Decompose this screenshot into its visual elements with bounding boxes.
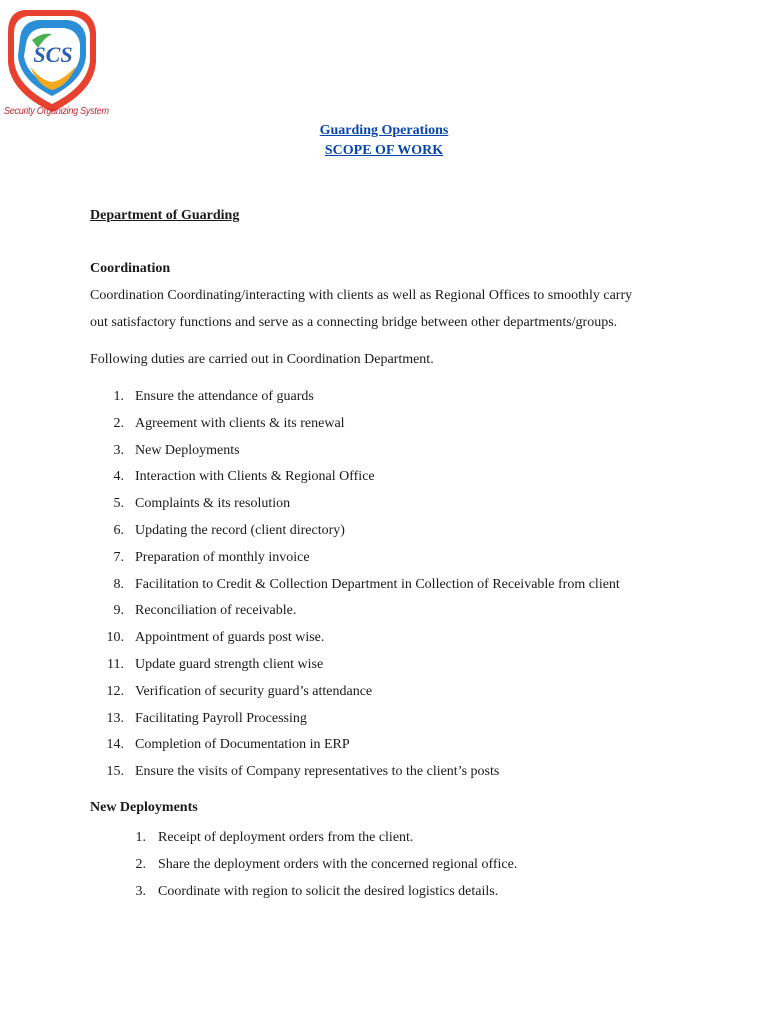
department-heading: Department of Guarding (90, 208, 240, 223)
list-item-number: 8. (113, 576, 124, 592)
list-item-text: Appointment of guards post wise. (135, 630, 325, 646)
list-item-text: Update guard strength client wise (135, 656, 324, 672)
list-item-number: 5. (113, 496, 124, 512)
list-item-number: 1. (135, 830, 146, 845)
list-item-number: 3. (135, 883, 146, 899)
shield-logo-icon (2, 4, 114, 120)
list-item-number: 6. (113, 522, 124, 538)
list-item-text: Verification of security guard’s attendance (135, 683, 373, 699)
document-subtitle: SCOPE OF WORK (324, 143, 444, 158)
list-item-text: Coordinate with region to solicit the desired logistics details. (158, 883, 499, 899)
list-item-number: 2. (113, 415, 124, 431)
coordination-description-line-2: out satisfactory functions and serve as a connecting bridge between other departments/groups. (90, 315, 618, 330)
duties-intro: Following duties are carried out in Coordination Department. (90, 352, 434, 367)
list-item-text: Receipt of deployment orders from the client. (158, 830, 414, 845)
list-item-number: 13. (106, 710, 124, 726)
list-item-text: Ensure the attendance of guards (135, 389, 314, 404)
list-item-text: Facilitation to Credit & Collection Department in Collection of Receivable from client (135, 576, 620, 592)
list-item-number: 1. (113, 389, 124, 404)
list-item-number: 7. (113, 549, 124, 565)
list-item-text: Interaction with Clients & Regional Office (135, 469, 375, 485)
coordination-heading: Coordination (90, 261, 171, 276)
coordination-description-line-1: Coordination Coordinating/interacting with clients as well as Regional Offices to smoothly carry (90, 288, 633, 303)
list-item-number: 9. (113, 603, 124, 619)
list-item-text: Facilitating Payroll Processing (135, 710, 307, 726)
list-item-text: Completion of Documentation in ERP (135, 737, 350, 753)
list-item-number: 15. (106, 764, 124, 780)
list-item-text: Agreement with clients & its renewal (135, 415, 345, 431)
list-item-text: Complaints & its resolution (135, 496, 291, 512)
list-item-number: 10. (106, 630, 124, 646)
list-item-number: 14. (106, 737, 124, 753)
list-item-number: 3. (113, 442, 124, 458)
list-item-number: 11. (107, 656, 124, 672)
list-item-text: Share the deployment orders with the concerned regional office. (158, 856, 518, 872)
document-title: Guarding Operations (319, 123, 449, 138)
list-item-number: 2. (135, 856, 146, 872)
list-item-text: Updating the record (client directory) (135, 522, 345, 538)
list-item-text: Preparation of monthly invoice (135, 549, 310, 565)
list-item-number: 12. (106, 683, 124, 699)
list-item-number: 4. (113, 469, 124, 485)
logo-caption: Security Organizing System (4, 105, 109, 117)
new-deployments-heading: New Deployments (90, 800, 198, 815)
list-item-text: New Deployments (135, 442, 240, 458)
list-item-text: Ensure the visits of Company representatives to the client’s posts (135, 764, 500, 780)
list-item-text: Reconciliation of receivable. (135, 603, 297, 619)
svg-text:SCS: SCS (33, 42, 73, 67)
company-logo (2, 4, 114, 120)
